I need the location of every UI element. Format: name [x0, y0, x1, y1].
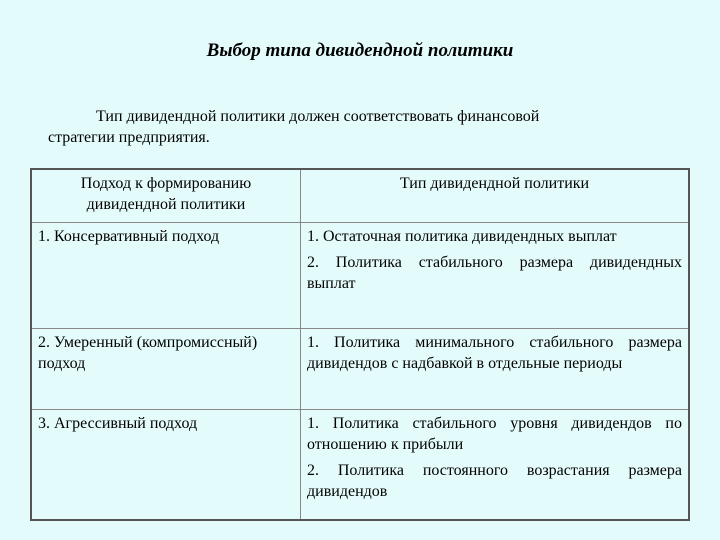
table-header-row	[31, 169, 689, 223]
policy-item: 1. Политика стабильного уровня дивидендов по отношению к прибыли	[307, 415, 682, 453]
policy-cell	[301, 410, 690, 521]
table-row	[31, 329, 689, 410]
table-row	[31, 223, 689, 329]
header-policy-type: Тип дивидендной политики	[301, 169, 690, 223]
table-row	[31, 410, 689, 521]
intro-line-2: стратегии предприятия.	[48, 129, 210, 146]
dividend-policy-table	[30, 168, 690, 521]
intro-line-1: Тип дивидендной политики должен соответствовать финансовой	[96, 108, 540, 125]
policy-cell	[301, 329, 690, 410]
policy-item: 1. Остаточная политика дивидендных выплат	[307, 228, 617, 245]
approach-cell: 2. Умеренный (компромиссный) подход	[31, 329, 301, 410]
header-approach: Подход к формированию дивидендной политики	[31, 169, 301, 223]
policy-item: 1. Политика минимального стабильного размера дивидендов с надбавкой в отдельные периоды	[307, 334, 682, 372]
approach-cell: 3. Агрессивный подход	[31, 410, 301, 521]
approach-cell: 1. Консервативный подход	[31, 223, 301, 329]
policy-item: 2. Политика стабильного размера дивидендных выплат	[307, 254, 682, 292]
page-title: Выбор типа дивидендной политики	[206, 40, 514, 61]
intro-paragraph	[48, 106, 678, 148]
policy-item: 2. Политика постоянного возрастания размера дивидендов	[307, 462, 682, 500]
policy-cell	[301, 223, 690, 329]
